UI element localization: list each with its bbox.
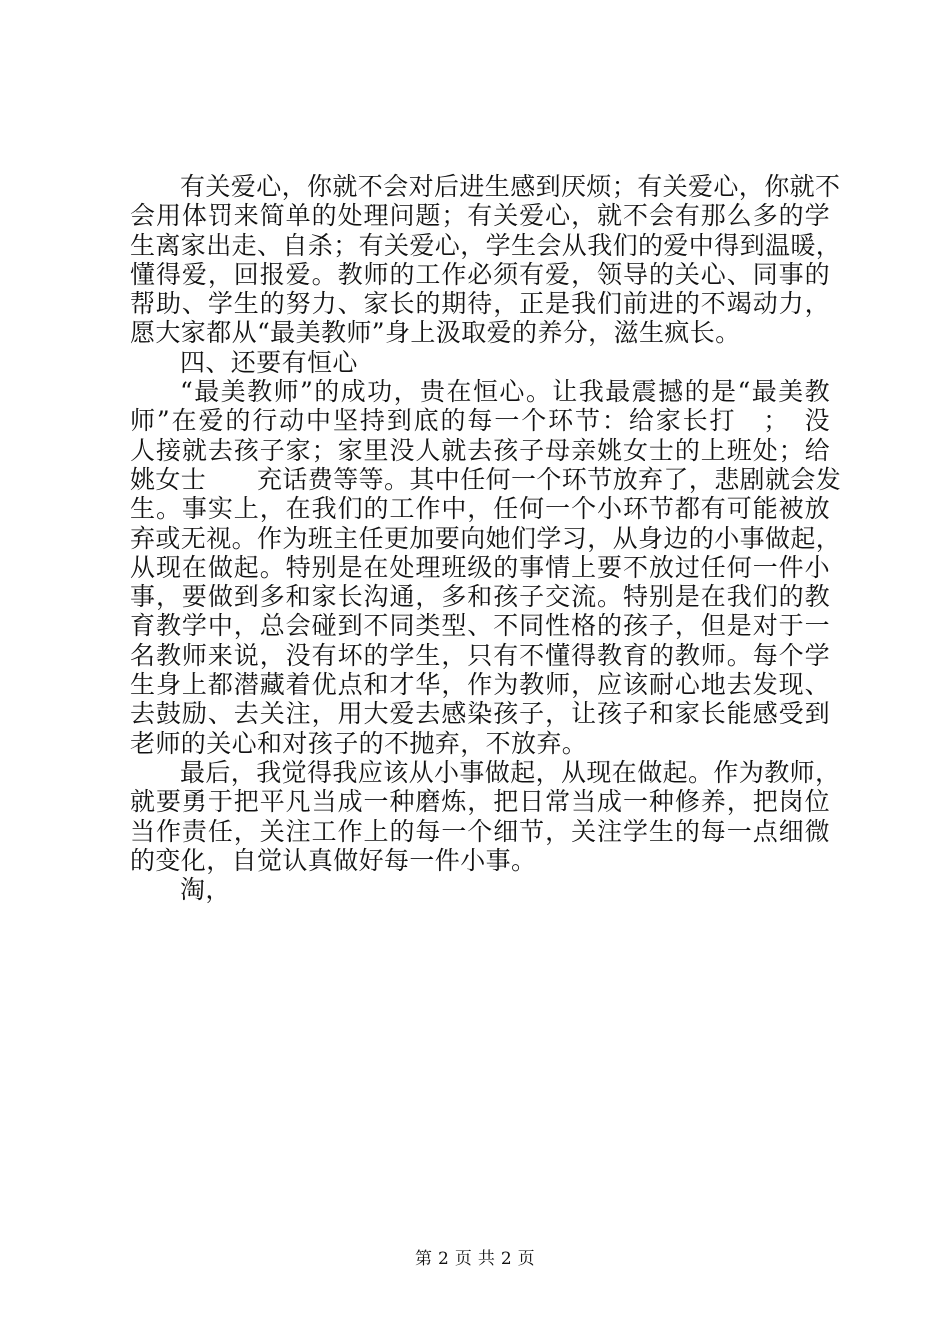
text-line: 愿大家都从“最美教师”身上汲取爱的养分，滋生疯长。	[130, 318, 741, 348]
section-heading	[130, 348, 830, 377]
paragraph-fragment	[130, 875, 830, 904]
heading-line: 四、还要有恒心	[180, 347, 358, 377]
text-line: 名教师来说，没有坏的学生，只有不懂得教育的教师。每个学	[130, 640, 830, 670]
text-line: 生离家出走、自杀；有关爱心，学生会从我们的爱中得到温暖，	[130, 230, 842, 260]
text-line: 去鼓励、去关注，用大爱去感染孩子，让孩子和家长能感受到	[130, 699, 830, 729]
paragraph-love	[130, 172, 842, 348]
paragraph-perseverance	[130, 377, 842, 758]
text-line: 事，要做到多和家长沟通，多和孩子交流。特别是在我们的教	[130, 582, 830, 612]
body-text	[130, 172, 842, 905]
text-line: 从现在做起。特别是在处理班级的事情上要不放过任何一件小	[130, 552, 830, 582]
text-line: 有关爱心，你就不会对后进生感到厌烦；有关爱心，你就不	[180, 172, 841, 201]
text-line: 人接就去孩子家；家里没人就去孩子母亲姚女士的上班处；给	[130, 435, 830, 465]
text-line: 弃或无视。作为班主任更加要向她们学习，从身边的小事做起，	[130, 523, 842, 553]
text-line: 最后，我觉得我应该从小事做起，从现在做起。作为教师，	[180, 757, 841, 787]
text-line: 帮助、学生的努力、家长的期待，正是我们前进的不竭动力，	[130, 289, 830, 319]
paragraph-conclusion	[130, 757, 841, 875]
text-line: 就要勇于把平凡当成一种磨炼，把日常当成一种修养，把岗位	[130, 787, 830, 817]
text-line: 当作责任，关注工作上的每一个细节，关注学生的每一点细微	[130, 816, 830, 846]
text-line: 淘，	[180, 875, 231, 905]
page-footer	[0, 1244, 950, 1269]
page-number-label: 第 2 页 共 2 页	[415, 1249, 535, 1269]
text-line: 懂得爱，回报爱。教师的工作必须有爱，领导的关心、同事的	[130, 259, 830, 289]
text-line: 姚女士 充话费等等。其中任何一个环节放弃了，悲剧就会发	[130, 464, 842, 494]
text-line: 的变化，自觉认真做好每一件小事。	[130, 845, 537, 875]
text-line: 会用体罚来简单的处理问题；有关爱心，就不会有那么多的学	[130, 201, 830, 231]
text-line: 老师的关心和对孩子的不抛弃，不放弃。	[130, 728, 588, 758]
text-line: 生身上都潜藏着优点和才华，作为教师，应该耐心地去发现、	[130, 670, 830, 700]
text-line: 生。事实上，在我们的工作中，任何一个小环节都有可能被放	[130, 494, 830, 524]
text-line: 育教学中，总会碰到不同类型、不同性格的孩子，但是对于一	[130, 611, 830, 641]
text-line: “最美教师”的成功，贵在恒心。让我最震撼的是“最美教	[180, 377, 830, 407]
text-line: 师”在爱的行动中坚持到底的每一个环节：给家长打 ； 没	[130, 406, 830, 436]
